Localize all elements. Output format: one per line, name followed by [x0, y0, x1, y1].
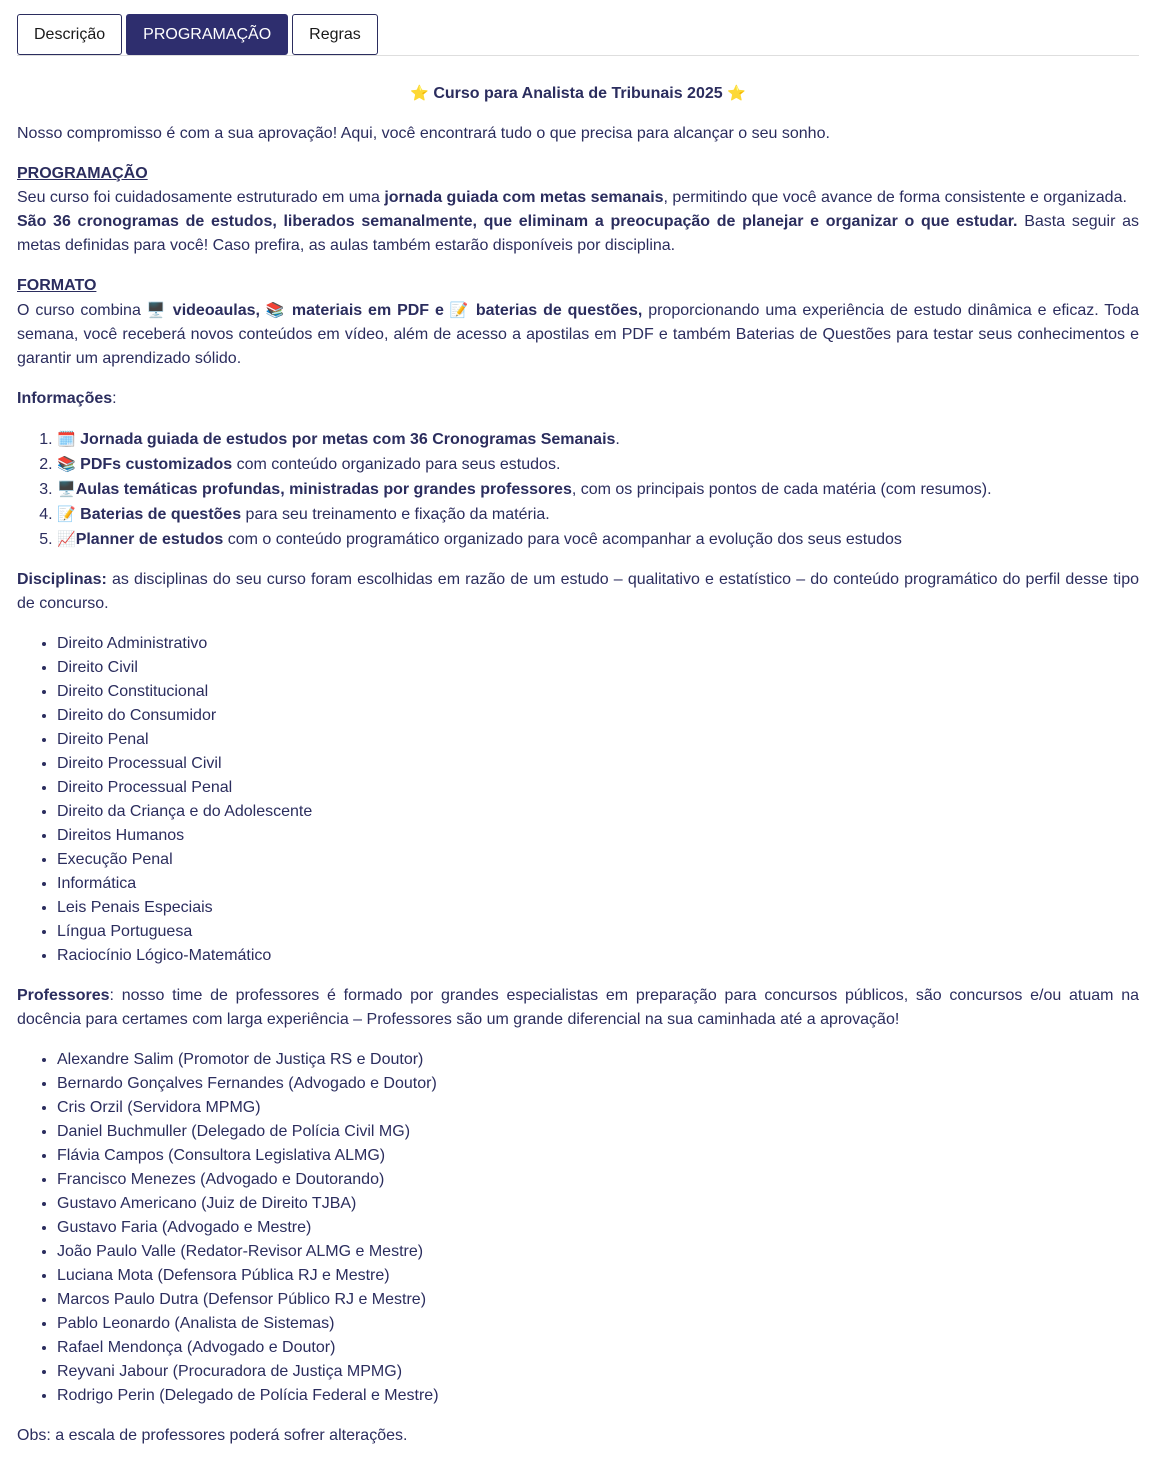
info-item-bold: Planner de estudos	[75, 531, 224, 548]
tab-content	[17, 81, 1139, 1448]
list-item: • Alexandre Salim (Promotor de Justiça RS e Doutor)	[57, 1048, 1139, 1072]
tab-regras[interactable]: Regras	[292, 14, 378, 55]
informacoes-list	[17, 427, 1139, 552]
list-item: • Daniel Buchmuller (Delegado de Polícia Civil MG)	[57, 1120, 1139, 1144]
info-item-rest: para seu treinamento e fixação da matéria.	[241, 506, 550, 523]
list-item: • Direitos Humanos	[57, 824, 1139, 848]
list-item: • João Paulo Valle (Redator-Revisor ALMG e Mestre)	[57, 1240, 1139, 1264]
list-item: • Marcos Paulo Dutra (Defensor Público RJ e Mestre)	[57, 1288, 1139, 1312]
intro-text: Nosso compromisso é com a sua aprovação! Aqui, você encontrará tudo o que precisa para alcançar o seu sonho.	[17, 125, 830, 142]
programacao-text-a: Seu curso foi cuidadosamente estruturado em uma	[17, 189, 385, 206]
programacao-section	[17, 162, 1139, 258]
list-item: • Reyvani Jabour (Procuradora de Justiça MPMG)	[57, 1360, 1139, 1384]
monitor-icon: 🖥️	[146, 301, 167, 319]
monitor-icon: 🖥️	[57, 480, 76, 498]
list-item: • Execução Penal	[57, 848, 1139, 872]
professores-label: Professores	[17, 987, 110, 1004]
list-item: • Direito Administrativo	[57, 632, 1139, 656]
formato-heading: FORMATO	[17, 277, 97, 294]
disciplinas-text	[17, 568, 1139, 616]
list-item: • Flávia Campos (Consultora Legislativa ALMG)	[57, 1144, 1139, 1168]
list-item	[57, 477, 1139, 502]
list-item: • Direito Civil	[57, 656, 1139, 680]
list-item: • Direito da Criança e do Adolescente	[57, 800, 1139, 824]
disciplinas-desc: as disciplinas do seu curso foram escolhidas em razão de um estudo – qualitativo e estatístico – do conteúdo programático do perfil desse tipo de concurso.	[17, 571, 1139, 612]
informacoes-heading: Informações:	[17, 390, 117, 407]
list-item: • Bernardo Gonçalves Fernandes (Advogado e Doutor)	[57, 1072, 1139, 1096]
star-icon: ⭐	[410, 84, 429, 102]
star-icon: ⭐	[727, 84, 746, 102]
informacoes-label: Informações	[17, 390, 113, 407]
list-item	[57, 527, 1139, 552]
list-item: • Direito Penal	[57, 728, 1139, 752]
list-item: • Francisco Menezes (Advogado e Doutorando)	[57, 1168, 1139, 1192]
list-item: • Raciocínio Lógico-Matemático	[57, 944, 1139, 968]
list-item: • Leis Penais Especiais	[57, 896, 1139, 920]
programacao-heading: PROGRAMAÇÃO	[17, 165, 148, 182]
list-item: • Pablo Leonardo (Analista de Sistemas)	[57, 1312, 1139, 1336]
formato-section	[17, 274, 1139, 371]
list-item: • Rafael Mendonça (Advogado e Doutor)	[57, 1336, 1139, 1360]
list-item: • Direito Constitucional	[57, 680, 1139, 704]
obs-text: Obs: a escala de professores poderá sofrer alterações.	[17, 1427, 408, 1444]
professores-desc: : nosso time de professores é formado por grandes especialistas em preparação para concursos públicos, são concursos e/ou atuam na docência para certames com larga experiência – Professores são um grande diferencial na sua caminhada até a aprovação!	[17, 987, 1139, 1028]
books-icon: 📚	[265, 301, 286, 319]
professores-list	[17, 1048, 1139, 1408]
formato-text-a: O curso combina	[17, 302, 147, 319]
info-item-rest: com conteúdo organizado para seus estudos.	[232, 456, 561, 473]
professores-text	[17, 984, 1139, 1032]
title-text: Curso para Analista de Tribunais 2025	[433, 85, 723, 102]
formato-text-b: videoaulas,	[172, 302, 266, 319]
formato-text-d: baterias de questões,	[475, 302, 643, 319]
info-item-bold: PDFs customizados	[80, 456, 233, 473]
list-item: • Direito Processual Civil	[57, 752, 1139, 776]
programacao-text-c: , permitindo que você avance de forma consistente e organizada.	[663, 189, 1127, 206]
list-item	[57, 427, 1139, 452]
info-item-rest: .	[615, 431, 620, 448]
info-item-bold: Baterias de questões	[80, 506, 242, 523]
info-item-bold: Jornada guiada de estudos por metas com 36 Cronogramas Semanais	[80, 431, 616, 448]
list-item: • Informática	[57, 872, 1139, 896]
tab-bar	[17, 14, 1139, 56]
programacao-text-d: São 36 cronogramas de estudos, liberados semanalmente, que eliminam a preocupação de planejar e organizar o que estudar.	[17, 213, 1018, 230]
calendar-icon: 🗓️	[57, 430, 76, 448]
info-item-bold: Aulas temáticas profundas, ministradas por grandes professores	[75, 481, 572, 498]
disciplinas-list	[17, 632, 1139, 968]
list-item	[57, 502, 1139, 527]
tab-programacao[interactable]: PROGRAMAÇÃO	[126, 14, 288, 55]
list-item	[57, 452, 1139, 477]
programacao-text-b: jornada guiada com metas semanais	[384, 189, 664, 206]
list-item: • Rodrigo Perin (Delegado de Polícia Federal e Mestre)	[57, 1384, 1139, 1408]
list-item: • Luciana Mota (Defensora Pública RJ e Mestre)	[57, 1264, 1139, 1288]
list-item: • Direito Processual Penal	[57, 776, 1139, 800]
info-item-rest: , com os principais pontos de cada matéria (com resumos).	[571, 481, 992, 498]
tab-descricao[interactable]: Descrição	[17, 14, 122, 55]
list-item: • Direito do Consumidor	[57, 704, 1139, 728]
formato-text-c: materiais em PDF e	[291, 302, 450, 319]
disciplinas-label: Disciplinas:	[17, 571, 107, 588]
chart-up-icon: 📈	[57, 530, 76, 548]
memo-icon: 📝	[57, 505, 76, 523]
info-item-rest: com o conteúdo programático organizado para você acompanhar a evolução dos seus estudos	[223, 531, 902, 548]
list-item: • Gustavo Faria (Advogado e Mestre)	[57, 1216, 1139, 1240]
memo-icon: 📝	[449, 301, 470, 319]
list-item: • Língua Portuguesa	[57, 920, 1139, 944]
books-icon: 📚	[57, 455, 76, 473]
page-title	[17, 81, 1139, 106]
programacao-text-e: Basta seguir as metas definidas para você! Caso prefira, as aulas também estarão disponíveis por disciplina.	[17, 213, 1140, 254]
formato-text-e: proporcionando uma experiência de estudo dinâmica e eficaz. Toda semana, você receberá novos conteúdos em vídeo, além de acesso a apostilas em PDF e também Baterias de Questões para testar seus conhecimentos e garantir um aprendizado sólido.	[17, 302, 1140, 367]
list-item: • Gustavo Americano (Juiz de Direito TJBA)	[57, 1192, 1139, 1216]
list-item: • Cris Orzil (Servidora MPMG)	[57, 1096, 1139, 1120]
